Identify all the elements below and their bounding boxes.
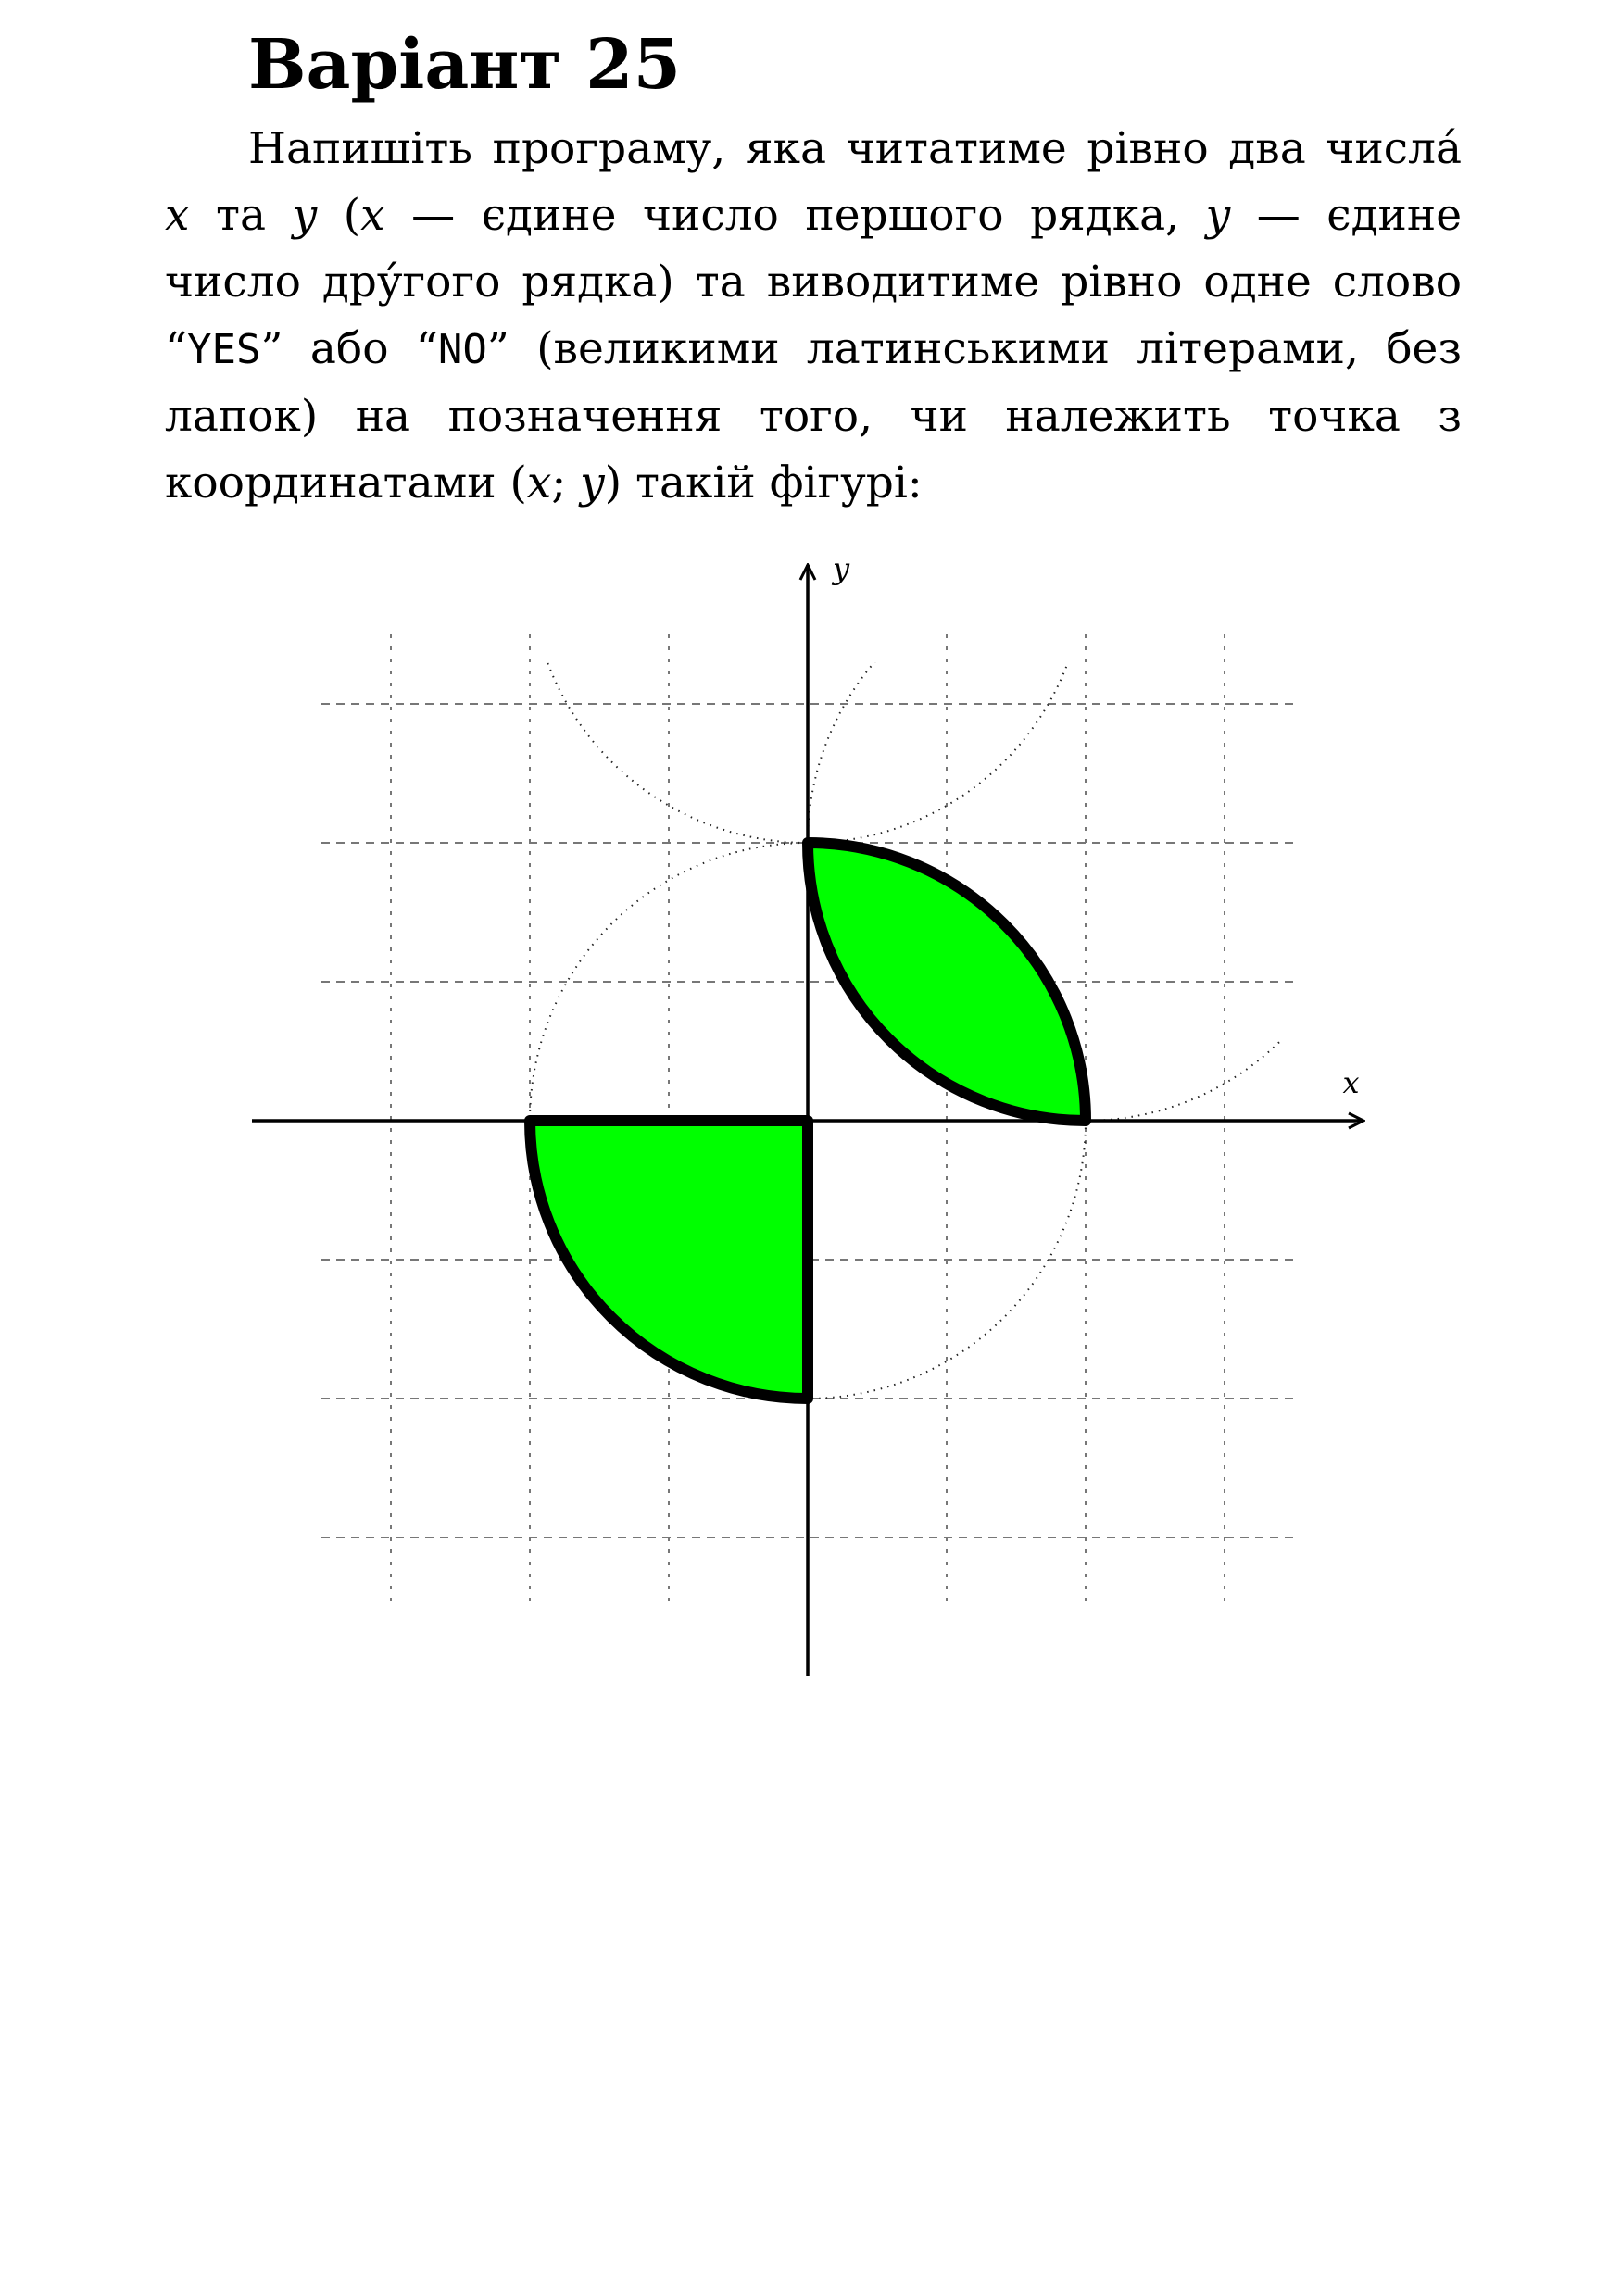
problem-text-7: ” (великими латинськими літерами, без лапок) на позначення того, чи належить точка з координатами (	[165, 323, 1462, 508]
yes-literal: YES	[187, 326, 261, 373]
quarter-disk-region	[530, 1121, 808, 1399]
problem-text-5: — єдине число дру́гого рядка) та виводитиме рівно одне слово “	[165, 190, 1463, 374]
math-var-y-3: y	[580, 458, 605, 508]
math-var-x-3: x	[526, 458, 552, 508]
problem-text-8: ;	[551, 458, 581, 508]
math-var-x: x	[165, 190, 190, 241]
y-axis-label: y	[833, 551, 850, 586]
problem-text-1: Напишіть програму, яка читатиме рівно два числа́	[248, 123, 1462, 174]
x-axis-label: x	[1342, 1065, 1360, 1100]
problem-text-2: та	[189, 190, 293, 241]
page-title: Варіант 25	[248, 25, 682, 105]
math-var-x-2: x	[360, 190, 385, 241]
problem-text-9: ) такій фігурі:	[604, 458, 923, 508]
lens-region	[808, 843, 1086, 1121]
math-var-y-2: y	[1205, 190, 1231, 241]
no-literal: NO	[437, 326, 487, 373]
problem-text-3: (	[317, 190, 361, 241]
problem-text-6: ” або “	[260, 323, 438, 374]
math-var-y: y	[292, 190, 318, 241]
problem-text-4: — єдине число першого рядка,	[384, 190, 1206, 241]
